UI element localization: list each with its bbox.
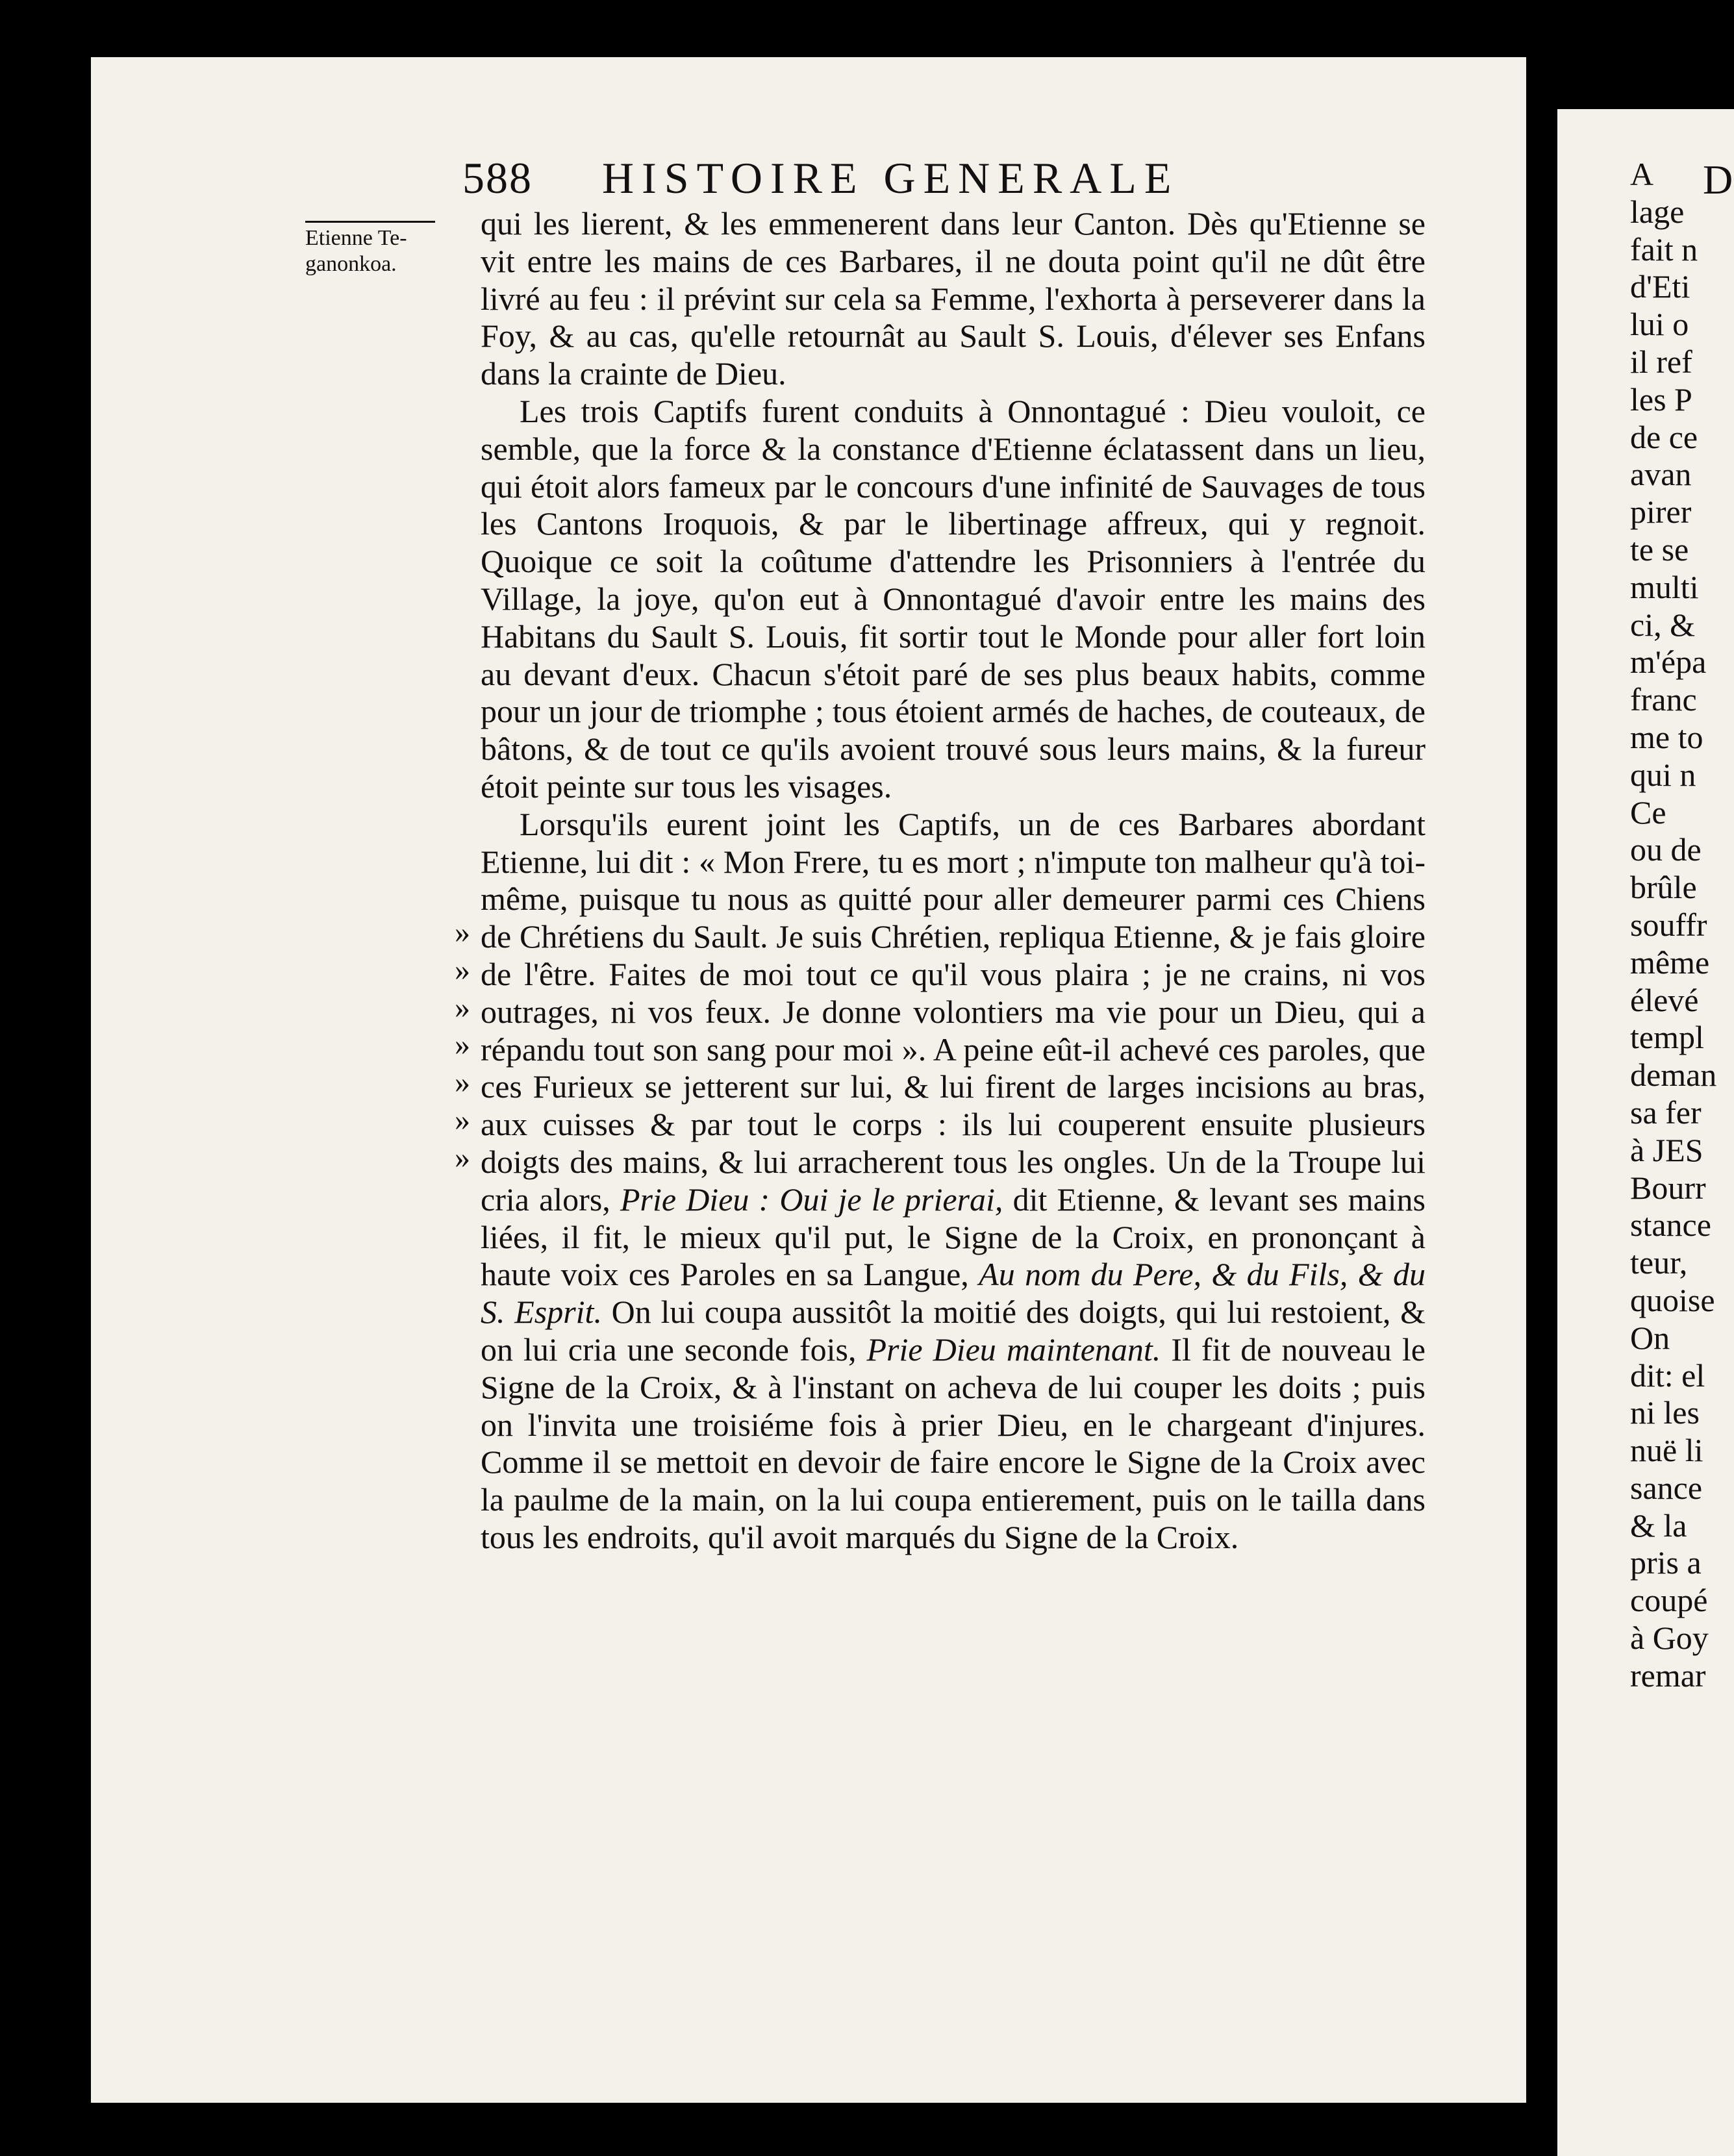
quote-mark: » bbox=[455, 1027, 470, 1062]
page-header bbox=[462, 153, 1281, 211]
right-page-line: ni les bbox=[1630, 1394, 1700, 1431]
right-page-line: dit: el bbox=[1630, 1357, 1705, 1394]
right-page-line: même bbox=[1630, 944, 1710, 981]
quote-mark: » bbox=[455, 990, 470, 1025]
quote-mark: » bbox=[455, 952, 470, 987]
right-page-line: remar bbox=[1630, 1657, 1706, 1694]
right-page-line: les P bbox=[1630, 381, 1692, 418]
right-page-line: à Goy bbox=[1630, 1620, 1709, 1657]
right-page-line: & la bbox=[1630, 1507, 1687, 1544]
italic-text: Au nom du Pere, & du Fils, & du S. Esprit. bbox=[481, 1256, 1426, 1331]
italic-text: Prie Dieu : Oui je le prierai, bbox=[620, 1181, 1003, 1218]
text-run: dit Etienne, & levant ses mains liées, il fit, le mieux qu'il put, le Signe de la Croix, en prononçant à haute voix ces Paroles en sa Langue, bbox=[481, 1181, 1426, 1293]
right-page-line: te se bbox=[1630, 531, 1689, 568]
right-page-line: avan bbox=[1630, 456, 1692, 493]
right-page-line: sance bbox=[1630, 1469, 1703, 1506]
right-page-line: Bourr bbox=[1630, 1169, 1706, 1206]
text-run: On lui coupa aussitôt la moitié des doigts, qui lui restoient, & on lui cria une seconde fois, bbox=[481, 1294, 1426, 1368]
right-page-line: pris a bbox=[1630, 1544, 1702, 1581]
right-page-line: fait n bbox=[1630, 231, 1698, 268]
right-page-line: coupé bbox=[1630, 1582, 1708, 1619]
text-run: Il fit de nouveau le Signe de la Croix, & à l'instant on acheva de lui couper les doits ; puis on l'invita une troisiéme fois à prier Dieu, en le chargeant d'injures. Comme il se mettoit en devoir de faire encore le Signe de la Croix avec la paulme de la main, on la lui coupa entierement, puis on le tailla dans tous les endroits, qu'il avoit marqués du Signe de la Croix. bbox=[481, 1331, 1426, 1555]
right-page-line: ou de bbox=[1630, 831, 1702, 868]
margin-note-line: Etienne Te- bbox=[305, 226, 407, 250]
page-number: 588 bbox=[462, 153, 533, 203]
right-page-line: A bbox=[1630, 156, 1654, 192]
right-page-line: ci, & bbox=[1630, 606, 1695, 643]
right-page-line: me to bbox=[1630, 718, 1703, 755]
right-page-line: On bbox=[1630, 1319, 1670, 1356]
paragraph bbox=[481, 806, 1426, 1557]
margin-note bbox=[305, 221, 435, 277]
paragraph: qui les lierent, & les emmenerent dans leur Canton. Dès qu'Etienne se vit entre les mains de ces Barbares, il ne douta point qu'il ne dût être livré au feu : il prévint sur cela sa Femme, l'exhorta à perseverer dans la Foy, & au cas, qu'elle retournât au Sault S. Louis, d'élever ses Enfans dans la crainte de Dieu. bbox=[481, 205, 1426, 392]
right-page-line: templ bbox=[1630, 1019, 1704, 1056]
text-run: Lorsqu'ils eurent joint les Captifs, un de ces Barbares abordant Etienne, lui dit : « Mon Frere, tu es mort ; n'impute ton malheur qu'à toi-même, puisque tu nous as quitté pour aller demeurer parmi ces Chiens de Chrétiens du Sault. Je suis Chrétien, repliqua Etienne, & je fais gloire de l'être. Faites de moi tout ce qu'il vous plaira ; je ne crains, ni vos outrages, ni vos feux. Je donne volontiers ma vie pour un Dieu, qui a répandu tout son sang pour moi ». A peine eût-il achevé ces paroles, que ces Furieux se jetterent sur lui, & lui firent de larges incisions au bras, aux cuisses & par tout le corps : ils lui couperent ensuite plusieurs doigts des mains, & lui arracherent tous les ongles. Un de la Troupe lui cria alors, bbox=[481, 805, 1426, 1218]
right-page-header: D bbox=[1703, 157, 1733, 203]
body-text bbox=[481, 205, 1426, 1557]
right-page-line: deman bbox=[1630, 1057, 1717, 1094]
right-page-line: stance bbox=[1630, 1207, 1711, 1244]
right-page-line: à JES bbox=[1630, 1131, 1703, 1168]
right-page-line: Ce bbox=[1630, 794, 1666, 831]
right-page-line: m'épa bbox=[1630, 644, 1707, 681]
right-page-line: multi bbox=[1630, 568, 1699, 605]
right-page-line: souffr bbox=[1630, 906, 1707, 943]
paragraph: Les trois Captifs furent conduits à Onnontagué : Dieu vouloit, ce semble, que la force & la constance d'Etienne éclatassent dans un lieu, qui étoit alors fameux par le concours d'une infinité de Sauvages de tous les Cantons Iroquois, & par le libertinage affreux, qui y regnoit. Quoique ce soit la coûtume d'attendre les Prisonniers à l'entrée du Village, la joye, qu'on eut à Onnontagué d'avoir entre les mains des Habitans du Sault S. Louis, fit sortir tout le Monde pour aller fort loin au devant d'eux. Chacun s'étoit paré de ses plus beaux habits, comme pour un jour de triomphe ; tous étoient armés de haches, de couteaux, de bâtons, & de tout ce qu'ils avoient trouvé sous leurs mains, & la fureur étoit peinte sur tous les visages. bbox=[481, 392, 1426, 805]
running-title: HISTOIRE GENERALE bbox=[602, 153, 1179, 203]
right-page-line: brûle bbox=[1630, 869, 1697, 906]
margin-note-line: ganonkoa. bbox=[305, 252, 397, 276]
right-page-line: qui n bbox=[1630, 756, 1696, 793]
right-page-line: pirer bbox=[1630, 494, 1692, 531]
right-page-line: lage bbox=[1630, 193, 1685, 230]
right-page-line: lui o bbox=[1630, 306, 1689, 343]
right-page-line: élevé bbox=[1630, 981, 1699, 1018]
italic-text: Prie Dieu maintenant. bbox=[866, 1331, 1161, 1368]
right-page-line: il ref bbox=[1630, 343, 1692, 380]
quote-mark: » bbox=[455, 1065, 470, 1100]
right-page-line: quoise bbox=[1630, 1281, 1715, 1318]
quote-mark: » bbox=[455, 1140, 470, 1175]
quotation-marks bbox=[455, 914, 474, 1177]
right-page-line: de ce bbox=[1630, 418, 1698, 455]
right-page-line: sa fer bbox=[1630, 1094, 1702, 1131]
right-page-line: franc bbox=[1630, 681, 1697, 718]
right-page-line: teur, bbox=[1630, 1244, 1688, 1281]
right-page-line: d'Eti bbox=[1630, 268, 1690, 305]
right-page-text bbox=[1630, 156, 1734, 1695]
quote-mark: » bbox=[455, 1102, 470, 1137]
right-page-line: nuë li bbox=[1630, 1432, 1703, 1469]
quote-mark: » bbox=[455, 915, 470, 949]
